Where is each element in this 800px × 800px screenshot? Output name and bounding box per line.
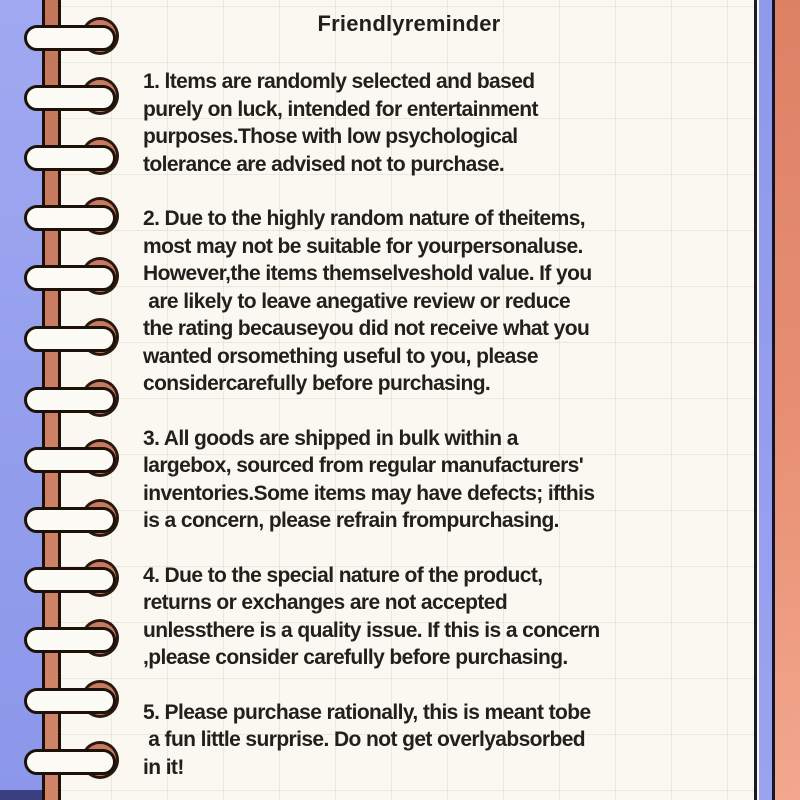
notice-line: considercarefully before purchasing. <box>143 372 491 395</box>
notice-line: tolerance are advised not to purchase. <box>143 152 505 176</box>
ring-wire-icon <box>24 145 116 171</box>
ring-wire-icon <box>24 749 116 775</box>
ring-wire-icon <box>24 627 116 653</box>
notice-line: 1. ltems are randomly selected and based <box>143 70 535 93</box>
notice-line: is a concern, please refrain frompurchasing. <box>143 509 559 532</box>
ring-wire-icon <box>24 567 116 593</box>
notice-line: purposes.Those with low psychological <box>143 125 518 148</box>
notice-body <box>143 68 683 800</box>
ring-wire-icon <box>24 688 116 714</box>
notice-item-2 <box>143 205 683 398</box>
notice-line: 4. Due to the special nature of the product, <box>143 563 543 587</box>
notice-line: inventories.Some items may have defects; ifthis <box>143 481 595 505</box>
notice-line: However,the items themselveshold value. If you <box>143 262 592 285</box>
notice-line: 3. All goods are shipped in bulk within a <box>143 426 518 450</box>
notice-item-5 <box>143 699 683 782</box>
bottom-navy-edge <box>0 790 45 800</box>
ring-wire-icon <box>24 387 116 413</box>
ring-wire-icon <box>24 326 116 352</box>
notice-title: Friendlyreminder <box>317 11 501 36</box>
notice-line: in it! <box>143 755 184 779</box>
ring-wire-icon <box>24 507 116 533</box>
notice-item-3 <box>143 425 683 535</box>
notice-item-1 <box>143 68 683 178</box>
ring-wire-icon <box>24 447 116 473</box>
notice-line: a fun little surprise. Do not get overlyabsorbed <box>143 728 586 751</box>
ring-wire-icon <box>24 265 116 291</box>
right-cover-edge <box>775 0 800 800</box>
notice-line: purely on luck, intended for entertainment <box>143 97 538 121</box>
notice-line: are likely to leave anegative review or reduce <box>143 289 571 313</box>
notice-line: 5. Please purchase rationally, this is meant tobe <box>143 700 591 724</box>
notice-line: most may not be suitable for yourpersonaluse. <box>143 234 583 258</box>
background-right-strip <box>759 0 775 800</box>
notice-line: returns or exchanges are not accepted <box>143 591 508 614</box>
notice-line: unlessthere is a quality issue. If this is a concern <box>143 618 600 642</box>
ring-wire-icon <box>24 205 116 231</box>
notice-line: largebox, sourced from regular manufacturers' <box>143 454 584 477</box>
notice-line: wanted orsomething useful to you, please <box>143 344 538 368</box>
notice-line: ,please consider carefully before purchasing. <box>143 646 568 669</box>
notice-line: 2. Due to the highly random nature of theitems, <box>143 207 586 230</box>
notice-line: the rating becauseyou did not receive what you <box>143 317 590 340</box>
ring-wire-icon <box>24 85 116 111</box>
notice-item-4 <box>143 562 683 672</box>
